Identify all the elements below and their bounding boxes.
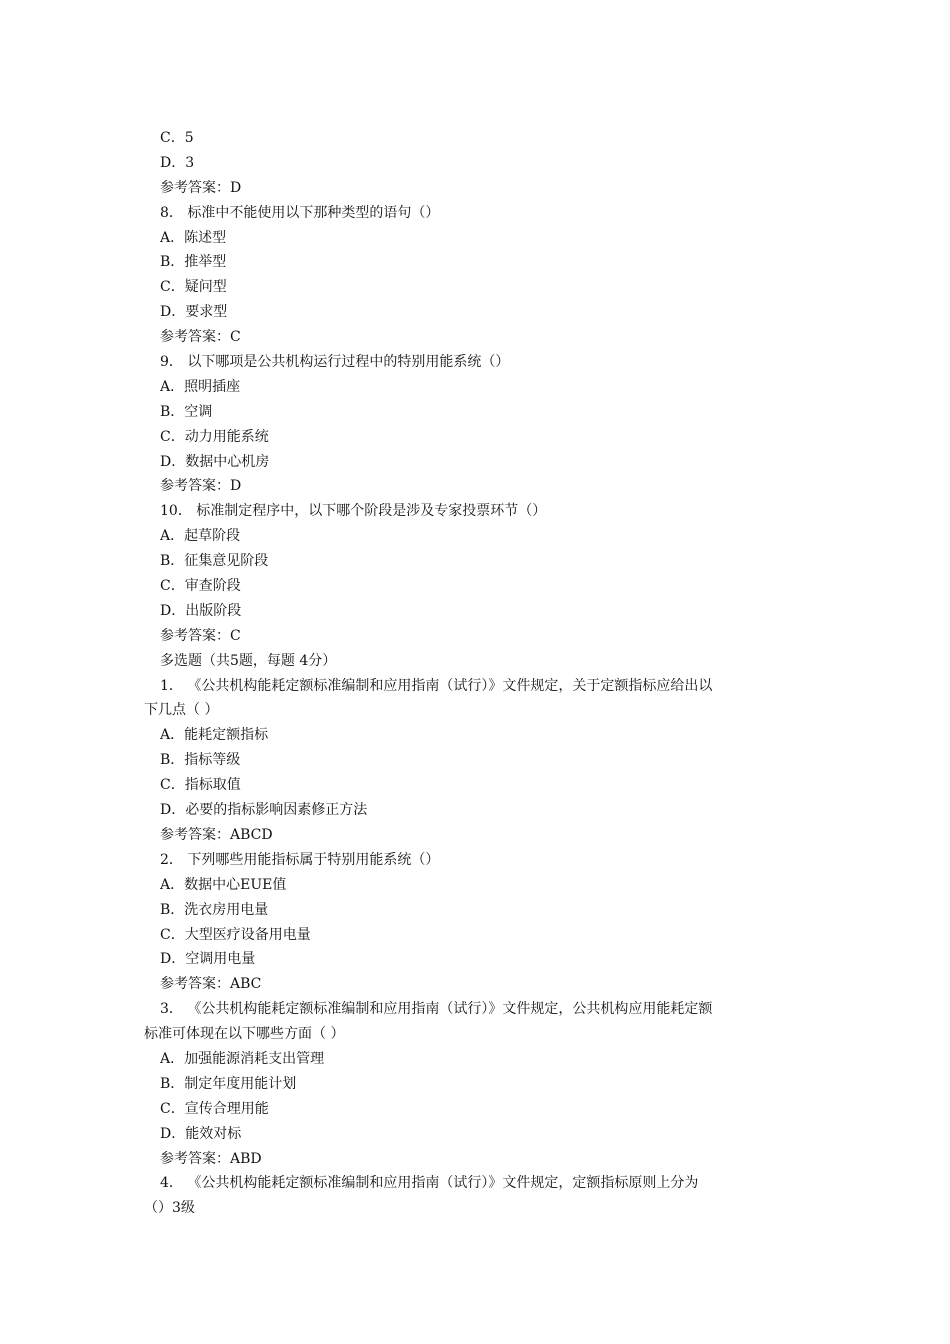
answer-line: 参考答案：D (160, 478, 242, 495)
option-line: D．要求型 (160, 304, 228, 321)
answer-line: 参考答案：C (160, 329, 241, 346)
option-line: A．加强能源消耗支出管理 (160, 1050, 325, 1067)
answer-line: 参考答案：ABCD (160, 826, 273, 843)
option-line: A．起草阶段 (160, 528, 241, 545)
option-line: C．疑问型 (160, 279, 227, 296)
option-line: D．空调用电量 (160, 951, 256, 968)
question-line: 9． 以下哪项是公共机构运行过程中的特别用能系统（） (160, 354, 510, 371)
option-line: C．大型医疗设备用电量 (160, 926, 311, 943)
option-line: A．数据中心EUE值 (160, 876, 287, 893)
option-line: C．指标取值 (160, 777, 241, 794)
option-line: D．3 (160, 154, 195, 171)
answer-line: 参考答案：ABD (160, 1150, 262, 1167)
option-line: D．数据中心机房 (160, 453, 270, 470)
question-line: 8． 标准中不能使用以下那种类型的语句（） (160, 204, 440, 221)
section-line: 多选题（共5题，每题 4分） (160, 652, 337, 669)
option-line: B．征集意见阶段 (160, 553, 269, 570)
question-continuation: （）3级 (144, 1200, 195, 1217)
answer-line: 参考答案：ABC (160, 976, 262, 993)
question-line: 2． 下列哪些用能指标属于特别用能系统（） (160, 851, 440, 868)
option-line: B．指标等级 (160, 752, 241, 769)
answer-line: 参考答案：C (160, 627, 241, 644)
option-line: C．动力用能系统 (160, 428, 269, 445)
option-line: A．陈述型 (160, 229, 227, 246)
option-line: C．5 (160, 130, 194, 146)
option-line: C．审查阶段 (160, 578, 241, 595)
option-line: A．照明插座 (160, 378, 241, 395)
option-line: D．能效对标 (160, 1125, 242, 1142)
option-line: B．制定年度用能计划 (160, 1075, 297, 1092)
question-line: 1． 《公共机构能耗定额标准编制和应用指南（试行）》文件规定，关于定额指标应给出以 (160, 677, 713, 694)
question-line: 10． 标准制定程序中，以下哪个阶段是涉及专家投票环节（） (160, 503, 547, 520)
option-line: D．出版阶段 (160, 602, 242, 619)
option-line: C．宣传合理用能 (160, 1100, 269, 1117)
option-line: B．洗衣房用电量 (160, 901, 269, 918)
document-page (0, 126, 950, 1221)
question-continuation: 标准可体现在以下哪些方面（ ） (144, 1026, 345, 1043)
answer-line: 参考答案：D (160, 179, 242, 196)
question-continuation: 下几点（ ） (144, 702, 219, 719)
option-line: B．推举型 (160, 254, 227, 271)
option-line: B．空调 (160, 403, 213, 420)
question-line: 3． 《公共机构能耗定额标准编制和应用指南（试行）》文件规定，公共机构应用能耗定额 (160, 1001, 713, 1018)
option-line: A．能耗定额指标 (160, 727, 269, 744)
option-line: D．必要的指标影响因素修正方法 (160, 802, 368, 819)
question-line: 4． 《公共机构能耗定额标准编制和应用指南（试行）》文件规定，定额指标原则上分为 (160, 1175, 699, 1192)
